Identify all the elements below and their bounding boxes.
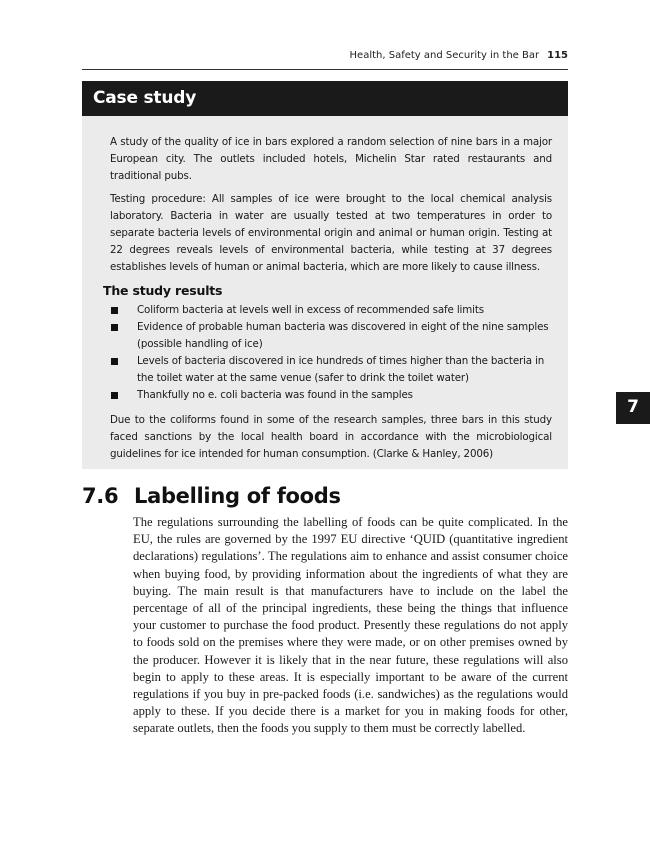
result-text: Coliform bacteria at levels well in excess of recommended safe limits <box>137 304 484 316</box>
bullet-square-icon <box>111 324 118 331</box>
case-study-paragraph-3: Due to the coliforms found in some of the research samples, three bars in this study faced sanctions by the local health board in accordance with the microbiological guidelines for ice intended for human consumption. (Clarke & Hanley, 2006) <box>110 414 552 460</box>
list-item <box>110 387 550 404</box>
list-item <box>110 319 550 353</box>
results-heading: The study results <box>103 283 223 298</box>
result-text: Thankfully no e. coli bacteria was found in the samples <box>137 389 413 401</box>
section-number: 7.6 <box>82 484 119 508</box>
page-number: 115 <box>547 50 568 61</box>
case-study-title-bar <box>82 81 568 116</box>
bullet-square-icon <box>111 358 118 365</box>
case-study-title: Case study <box>93 88 197 108</box>
running-head <box>82 50 568 61</box>
chapter-tab <box>616 392 650 424</box>
section-body: The regulations surrounding the labelling of foods can be quite complicated. In the EU, the rules are governed by the 1997 EU directive ‘QUID (quantitative ingredient declarations) regulations’. The regulations aim to enhance and assist consumer choice when buying food, by providing information about the ingredients of what they are buying. The main result is that manufacturers have to include on the label the percentage of all of the principal ingredients, these being the things that influence your customer to purchase the food product. Presently these regulations do not apply to foods sold on the premises where they were made, or on other premises owned by the producer. However it is likely that in the near future, these regulations will also begin to apply to these areas. It is especially important to be aware of the current regulations if you buy in pre-packed foods (i.e. sandwiches) as the regulations would apply to these. If you decide there is a market for you in making foods for other, separate outlets, then the foods you supply to them must be correctly labelled. <box>133 515 568 736</box>
bullet-square-icon <box>111 307 118 314</box>
list-item <box>110 353 550 387</box>
case-study-paragraph-1: A study of the quality of ice in bars explored a random selection of nine bars in a major European city. The outlets included hotels, Michelin Star rated restaurants and traditional pubs. <box>110 136 552 182</box>
result-text: Levels of bacteria discovered in ice hundreds of times higher than the bacteria in the toilet water at the same venue (safer to drink the toilet water) <box>137 355 545 384</box>
section-heading <box>82 484 341 508</box>
chapter-tab-number: 7 <box>627 397 639 417</box>
running-title: Health, Safety and Security in the Bar <box>349 50 540 61</box>
case-study-box <box>82 81 568 469</box>
case-study-paragraph-2: Testing procedure: All samples of ice were brought to the local chemical analysis laboratory. Bacteria in water are usually tested at two temperatures in order to separate bacteria levels of environmental origin and animal or human origin. Testing at 22 degrees reveals levels of environmental bacteria, while testing at 37 degrees establishes levels of human or animal bacteria, which are more likely to cause illness. <box>110 193 552 273</box>
bullet-square-icon <box>111 392 118 399</box>
results-list <box>110 302 550 404</box>
result-text: Evidence of probable human bacteria was discovered in eight of the nine samples (possible handling of ice) <box>137 321 549 350</box>
header-rule <box>82 69 568 70</box>
section-title: Labelling of foods <box>134 484 341 508</box>
list-item <box>110 302 550 319</box>
